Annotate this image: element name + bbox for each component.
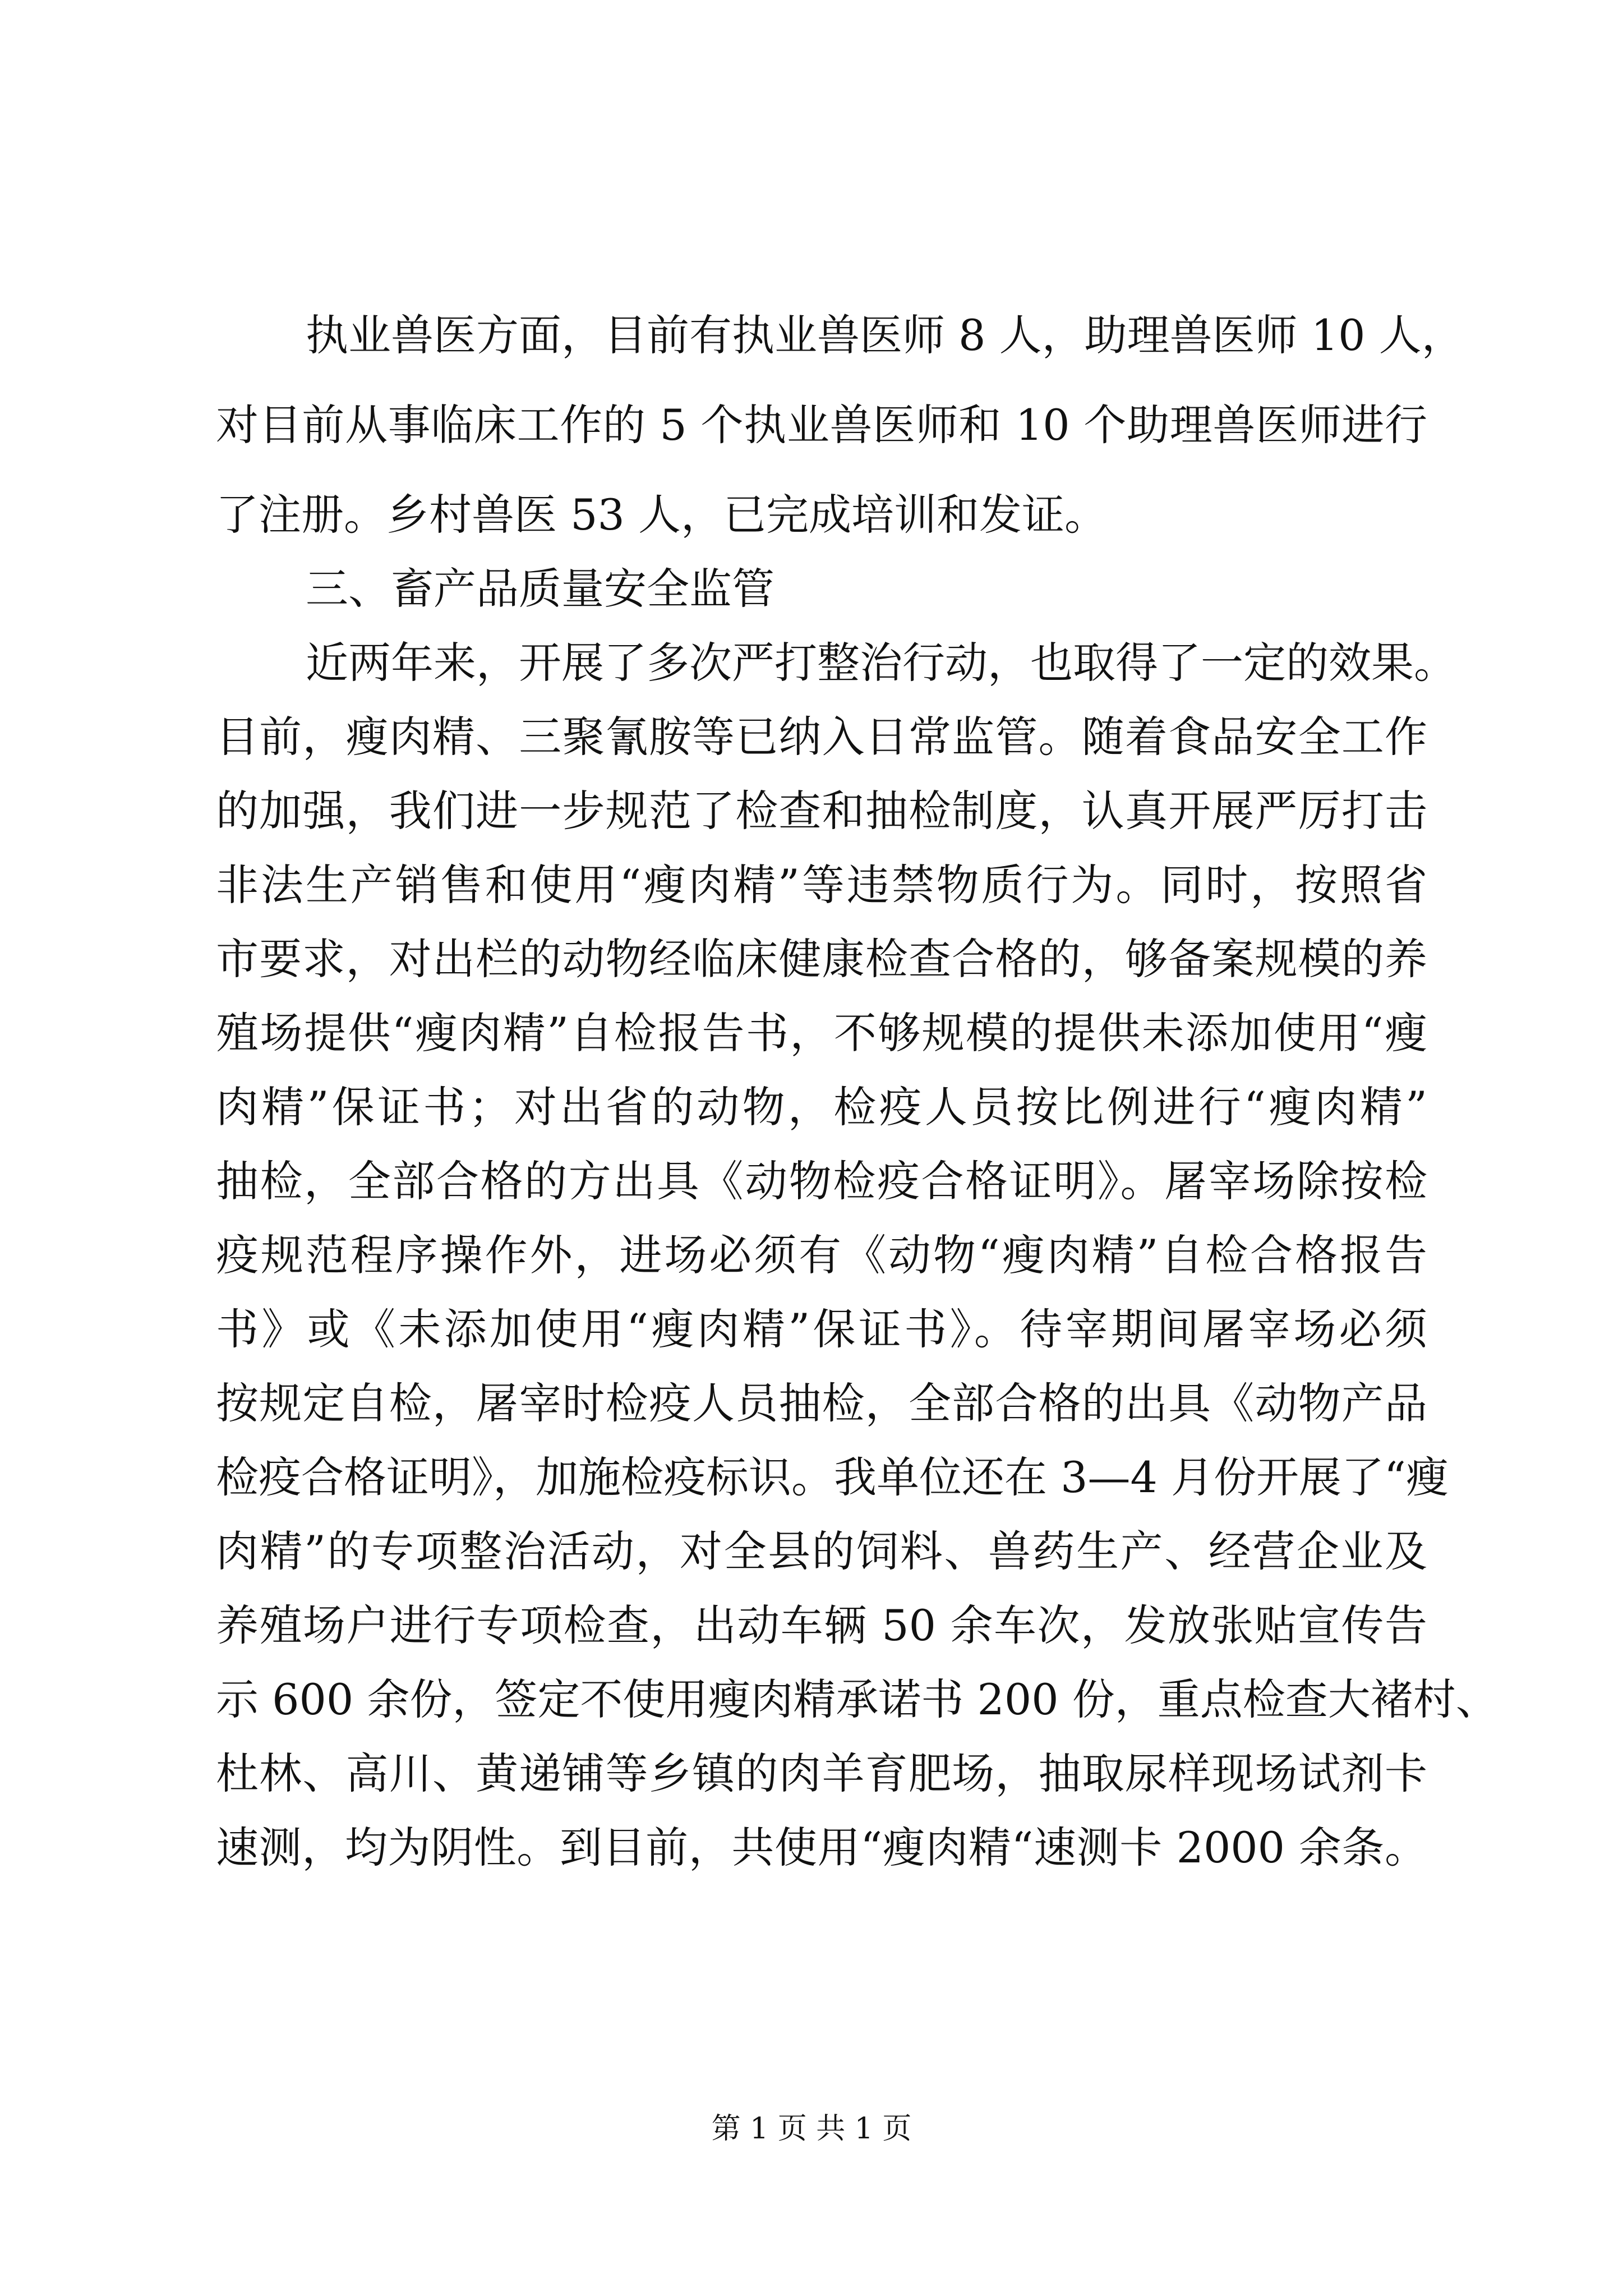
paragraph-1-line-3: 了注册。乡村兽医 53 人，已完成培训和发证。 <box>216 490 1108 540</box>
paragraph-2-line-3: 的加强，我们进一步规范了检查和抽检制度，认真开展严厉打击 <box>216 786 1427 836</box>
paragraph-2-line-7: 肉精”保证书；对出省的动物，检疫人员按比例进行“瘦肉精” <box>216 1082 1427 1132</box>
paragraph-2-line-6: 殖场提供“瘦肉精”自检报告书，不够规模的提供未添加使用“瘦 <box>216 1008 1427 1058</box>
paragraph-2-line-15: 示 600 余份，签定不使用瘦肉精承诺书 200 份，重点检查大褚村、 <box>216 1674 1498 1724</box>
paragraph-2-line-10: 书》或《未添加使用“瘦肉精”保证书》。待宰期间屠宰场必须 <box>216 1304 1427 1354</box>
paragraph-2-line-14: 养殖场户进行专项检查，出动车辆 50 余车次，发放张贴宣传告 <box>216 1600 1427 1650</box>
paragraph-2-line-8: 抽检，全部合格的方出具《动物检疫合格证明》。屠宰场除按检 <box>216 1156 1427 1206</box>
paragraph-2-line-4: 非法生产销售和使用“瘦肉精”等违禁物质行为。同时，按照省 <box>216 860 1427 910</box>
paragraph-2-line-2: 目前，瘦肉精、三聚氰胺等已纳入日常监管。随着食品安全工作 <box>216 712 1427 762</box>
page-footer: 第 1 页 共 1 页 <box>711 2112 912 2146</box>
paragraph-2-line-13: 肉精”的专项整治活动，对全县的饲料、兽药生产、经营企业及 <box>216 1526 1427 1576</box>
paragraph-2-line-12: 检疫合格证明》，加施检疫标识。我单位还在 3—4 月份开展了“瘦 <box>216 1452 1449 1502</box>
paragraph-2-line-17: 速测，均为阴性。到目前，共使用“瘦肉精“速测卡 2000 余条。 <box>216 1823 1427 1872</box>
paragraph-1-line-2: 对目前从事临床工作的 5 个执业兽医师和 10 个助理兽医师进行 <box>216 400 1427 450</box>
paragraph-2-line-16: 杜林、高川、黄递铺等乡镇的肉羊育肥场，抽取尿样现场试剂卡 <box>216 1749 1427 1798</box>
paragraph-1-line-1: 执业兽医方面，目前有执业兽医师 8 人，助理兽医师 10 人， <box>306 310 1464 360</box>
paragraph-2-line-1: 近两年来，开展了多次严打整治行动，也取得了一定的效果。 <box>306 638 1456 688</box>
paragraph-2-line-5: 市要求，对出栏的动物经临床健康检查合格的，够备案规模的养 <box>216 934 1427 984</box>
paragraph-2-line-9: 疫规范程序操作外，进场必须有《动物“瘦肉精”自检合格报告 <box>216 1230 1427 1280</box>
section-heading: 三、畜产品质量安全监管 <box>306 564 774 614</box>
paragraph-2-line-11: 按规定自检，屠宰时检疫人员抽检，全部合格的出具《动物产品 <box>216 1378 1427 1428</box>
